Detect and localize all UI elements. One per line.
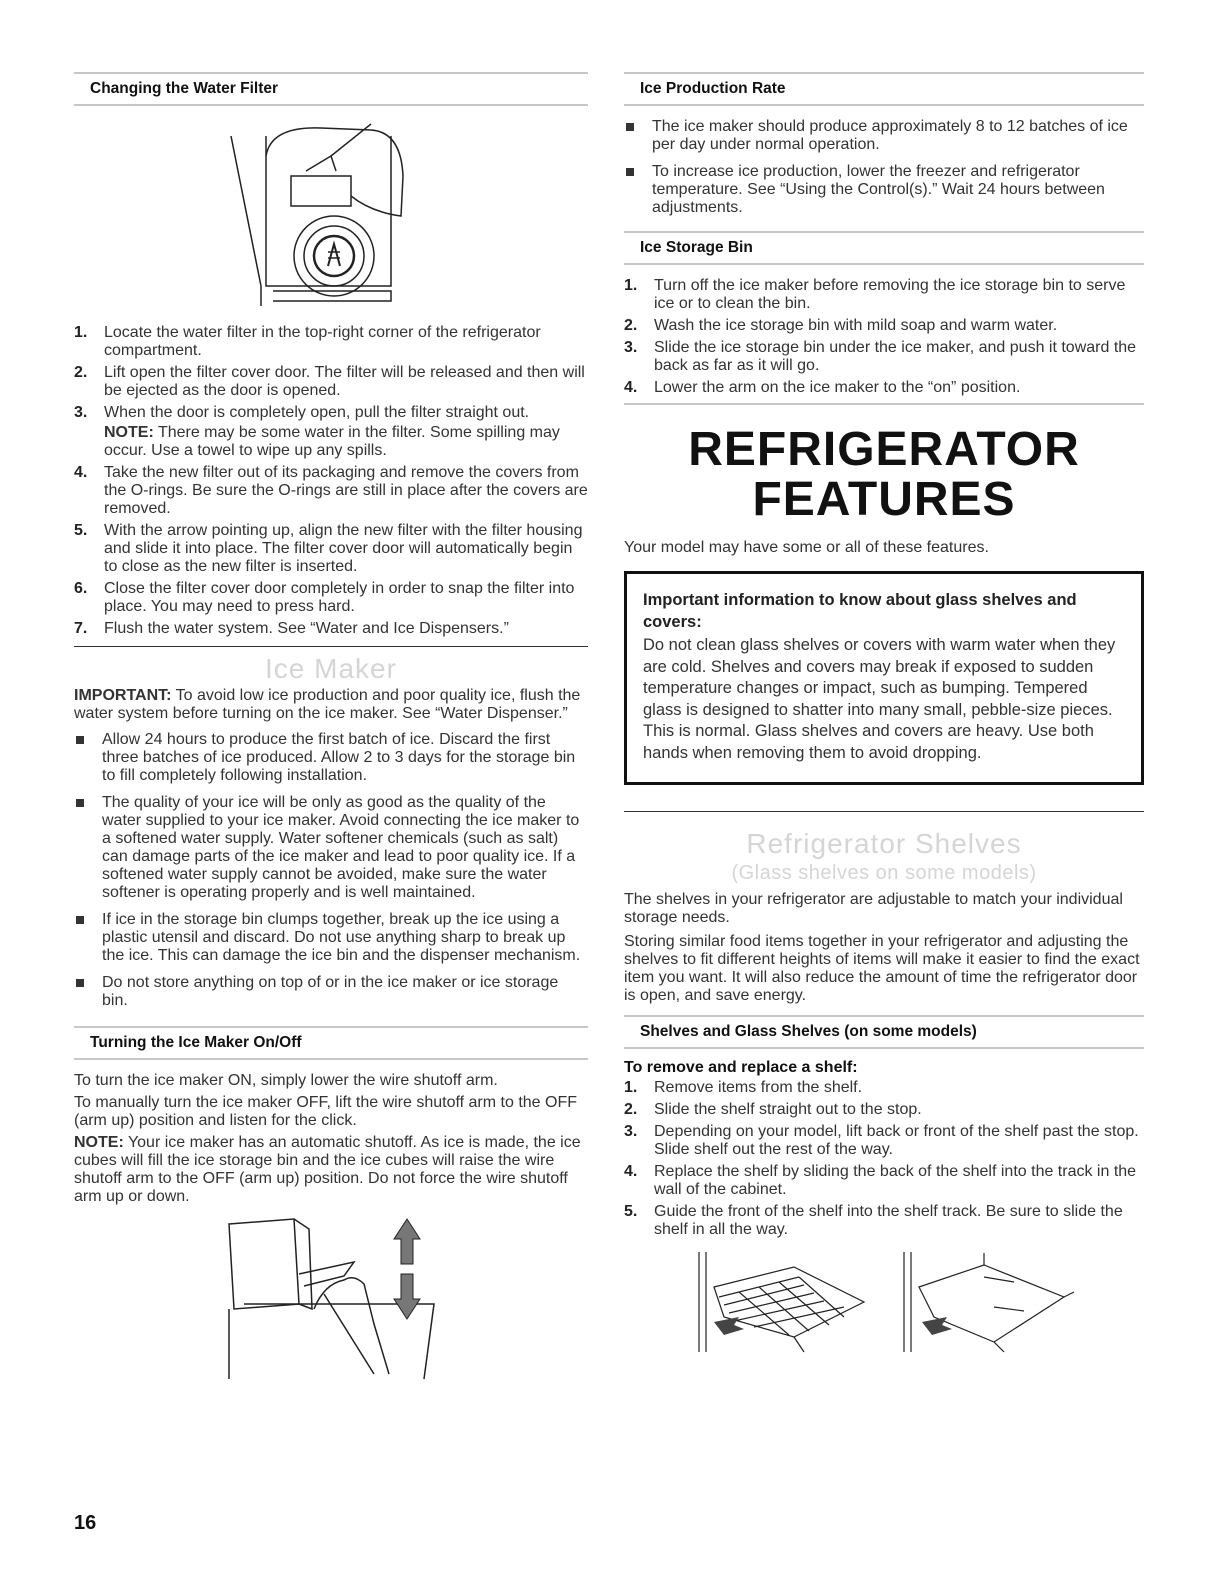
list-item: Allow 24 hours to produce the first batch of ice. Discard the first three batches of ice produced. Allow 2 to 3 days for the storage bin to fill completely following installation. [74, 731, 588, 785]
list-item: 2. Slide the shelf straight out to the stop. [624, 1101, 922, 1118]
features-title-line2: FEATURES [752, 473, 1016, 526]
list-item: The ice maker should produce approximately 8 to 12 batches of ice per day under normal operation. [624, 118, 1144, 154]
list-item: 1. Turn off the ice maker before removing the ice storage bin to serve ice or to clean the bin. [624, 277, 1126, 312]
on-off-note: NOTE: Your ice maker has an automatic shutoff. As ice is made, the ice cubes will fill the ice storage bin and the ice cubes will raise the wire shutoff arm to the OFF (arm up) position. Do not force the wire shutoff arm up or down. [74, 1134, 581, 1205]
on-off-heading: Turning the Ice Maker On/Off [74, 1026, 588, 1060]
shelves-heading: Shelves and Glass Shelves (on some models) [624, 1015, 1144, 1049]
production-heading: Ice Production Rate [624, 72, 1144, 106]
shelf-remove-heading: To remove and replace a shelf: [624, 1059, 858, 1076]
list-item: 7. Flush the water system. See “Water and Ice Dispensers.” [74, 620, 509, 637]
features-title-line1: REFRIGERATOR [688, 423, 1080, 476]
list-item: 4. Lower the arm on the ice maker to the “on” position. [624, 379, 1021, 396]
list-item: 5. With the arrow pointing up, align the new filter with the filter housing and slide it into place. The filter cover door will automatically begin to close as the new filter is inserted. [74, 522, 583, 575]
list-item: 1. Locate the water filter in the top-right corner of the refrigerator compartment. [74, 324, 541, 359]
shelves-para: Storing similar food items together in your refrigerator and adjusting the shelves to fit different heights of items will make it easier to find the exact item you want. It will also reduce the amount of time the refrigerator door is open, and save energy. [624, 933, 1140, 1004]
list-item: 3. Slide the ice storage bin under the ice maker, and push it toward the back as far as it will go. [624, 339, 1137, 374]
list-item: 2. Wash the ice storage bin with mild soap and warm water. [624, 317, 1058, 334]
shelves-subtitle: (Glass shelves on some models) [731, 862, 1037, 884]
list-item: 5. Guide the front of the shelf into the shelf track. Be sure to slide the shelf in all the way. [624, 1203, 1123, 1238]
list-item: To increase ice production, lower the freezer and refrigerator temperature. See “Using the Control(s).” Wait 24 hours between adjustments. [624, 163, 1144, 217]
list-item: Do not store anything on top of or in the ice maker or ice storage bin. [74, 974, 588, 1010]
ice-maker-important: IMPORTANT: To avoid low ice production and poor quality ice, flush the water system before turning on the ice maker. See “Water Dispenser.” [74, 687, 581, 722]
storage-bin-heading: Ice Storage Bin [624, 231, 1144, 265]
water-filter-illustration [211, 116, 451, 316]
shelf-illustrations [694, 1247, 1134, 1357]
list-item: 1. Remove items from the shelf. [624, 1079, 863, 1096]
list-item: The quality of your ice will be only as good as the quality of the water supplied to your ice maker. Avoid connecting the ice maker to a softened water supply. Water softener chemicals (such as salt) can damage parts of the ice maker and lead to poor quality ice. If a softened water supply cannot be avoided, make sure the water softener is operating properly and is well maintained. [74, 794, 588, 902]
shelves-para: The shelves in your refrigerator are adjustable to match your individual storage needs. [624, 891, 1123, 926]
list-item: 3. Depending on your model, lift back or front of the shelf past the stop. Slide shelf out the rest of the way. [624, 1123, 1139, 1158]
glass-warning-text: Do not clean glass shelves or covers with warm water when they are cold. Shelves and covers may break if exposed to sudden temperature changes or impact, such as bumping. Tempered glass is designed to shatter into many small, pebble-size pieces. This is normal. Glass shelves and covers are heavy. Use both hands when removing them to avoid dropping. [643, 636, 1116, 762]
list-item: 3. When the door is completely open, pull the filter straight out. NOTE: There may be some water in the filter. Some spilling may occur. Use a towel to wipe up any spills. [74, 404, 560, 459]
on-off-para: To turn the ice maker ON, simply lower the wire shutoff arm. [74, 1072, 498, 1089]
glass-warning-heading: Important information to know about glass shelves and covers: [643, 591, 1077, 631]
glass-warning-box [624, 571, 1144, 785]
list-item: If ice in the storage bin clumps together, break up the ice using a plastic utensil and discard. Do not use anything sharp to break up the ice. This can damage the ice bin and the dispenser mechanism. [74, 911, 588, 965]
left-column [74, 72, 588, 1384]
list-item: 2. Lift open the filter cover door. The filter will be released and then will be ejected as the door is opened. [74, 364, 585, 399]
on-off-para: To manually turn the ice maker OFF, lift the wire shutoff arm to the OFF (arm up) position and listen for the click. [74, 1094, 577, 1129]
ice-maker-title: Ice Maker [265, 653, 397, 684]
features-intro: Your model may have some or all of these features. [624, 539, 989, 556]
ice-maker-arm-illustration [224, 1214, 464, 1384]
right-column [624, 72, 1144, 1357]
water-filter-heading: Changing the Water Filter [74, 72, 588, 106]
list-item: 4. Take the new filter out of its packaging and remove the covers from the O-rings. Be sure the O-rings are still in place after the covers are removed. [74, 464, 588, 517]
list-item: 6. Close the filter cover door completely in order to snap the filter into place. You may need to press hard. [74, 580, 575, 615]
page-number: 16 [74, 1512, 97, 1534]
shelves-title: Refrigerator Shelves [746, 828, 1022, 859]
list-item: 4. Replace the shelf by sliding the back of the shelf into the track in the wall of the cabinet. [624, 1163, 1137, 1198]
